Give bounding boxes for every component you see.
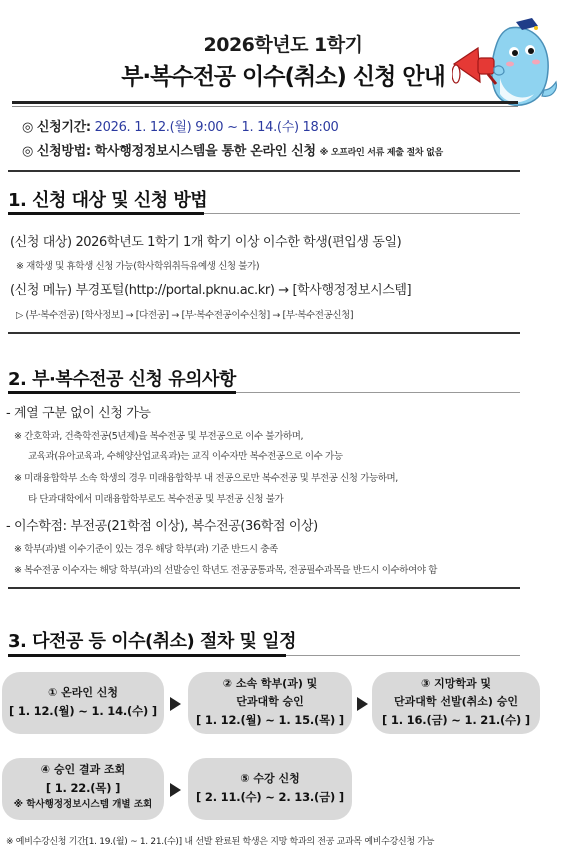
footer-note: ※ 예비수강신청 기간[1. 19.(월) ~ 1. 21.(수)] 내 선발 완료된 학생은 지망 학과의 전공 교과목 예비수강신청 가능: [6, 837, 435, 847]
method-bullet: ◎: [22, 144, 34, 159]
step-course-registration: [188, 758, 352, 820]
section2-item1-note4: 타 단과대학에서 미래융합학부로도 복수전공 및 부전공 신청 불가: [28, 494, 284, 505]
arrow-right-icon: [170, 783, 181, 797]
section1-target-note: ※ 재학생 및 휴학생 신청 가능(학사학위취득유예생 신청 불가): [16, 261, 260, 272]
step-5-date: [ 2. 11.(수) ~ 2. 13.(금) ]: [196, 790, 344, 804]
section1-divider: [8, 332, 520, 334]
step-3-date: [ 1. 16.(금) ~ 1. 21.(수) ]: [382, 713, 530, 727]
method-note: ※ 오프라인 서류 제출 절차 없음: [319, 148, 443, 158]
section2-item2-note2: ※ 복수전공 이수자는 해당 학부(과)의 선발승인 학년도 전공공통과목, 전공필수과목을 반드시 이수하여야 함: [14, 565, 438, 576]
arrow-right-icon: [357, 697, 368, 711]
arrow-right-icon: [170, 697, 181, 711]
step-1-date: [ 1. 12.(월) ~ 1. 14.(수) ]: [9, 704, 157, 718]
section1-title: 1. 신청 대상 및 신청 방법: [8, 190, 208, 211]
section1-target: (신청 대상) 2026학년도 1학기 1개 학기 이상 이수한 학생(편입생 동일): [10, 235, 402, 250]
title-divider: [12, 101, 518, 104]
step-4-date: [ 1. 22.(목) ]: [45, 781, 121, 795]
info-divider: [8, 170, 520, 172]
section2-item1: - 계열 구분 없이 신청 가능: [6, 406, 151, 421]
section2-divider: [8, 587, 520, 589]
step-3-title: ③ 지망학과 및: [420, 677, 492, 690]
section3-rule: [286, 655, 520, 656]
step-5-title: ⑤ 수강 신청: [240, 772, 300, 785]
page-title: 부·복수전공 이수(취소) 신청 안내: [121, 64, 445, 90]
step-4-note: ※ 학사행정정보시스템 개별 조회: [13, 799, 153, 810]
method-label: 신청방법:: [36, 144, 91, 159]
step-1-title: ① 온라인 신청: [47, 686, 119, 699]
section2-item1-note2: 교육과(유아교육과, 수해양산업교육과)는 교직 이수자만 복수전공으로 이수 가능: [28, 451, 343, 462]
section2-item1-note1: ※ 간호학과, 건축학전공(5년제)을 복수전공 및 부전공으로 이수 불가하며,: [14, 431, 304, 442]
application-method: [22, 140, 443, 159]
year-term-title: 2026학년도 1학기: [203, 34, 363, 56]
step-2-title: ② 소속 학부(과) 및: [222, 677, 318, 690]
section1-rule: [204, 213, 520, 214]
section1-menu-path: ▷ (부·복수전공) [학사정보] → [다전공] → [부·복수전공이수신청] → [부·복수전공신청]: [16, 310, 354, 321]
section2-title: 2. 부·복수전공 신청 유의사항: [8, 369, 236, 390]
step-result-inquiry: [2, 758, 164, 820]
section2-item1-note3: ※ 미래융합학부 소속 학생의 경우 미래융합학부 내 전공으로만 복수전공 및 부전공 신청 가능하며,: [14, 473, 398, 484]
step-3-title2: 단과대학 선발(취소) 승인: [394, 695, 518, 708]
section2-title-underline: [8, 391, 236, 394]
section1-title-underline: [8, 212, 204, 215]
step-department-approval: [188, 672, 352, 734]
section3-title: 3. 다전공 등 이수(취소) 절차 및 일정: [8, 631, 296, 652]
method-value: 학사행정정보시스템을 통한 온라인 신청: [94, 144, 316, 159]
section2-item2: - 이수학점: 부전공(21학점 이상), 복수전공(36학점 이상): [6, 519, 318, 534]
step-2-date: [ 1. 12.(월) ~ 1. 15.(목) ]: [196, 713, 344, 727]
section2-item2-note1: ※ 학부(과)별 이수기준이 있는 경우 해당 학부(과) 기준 반드시 충족: [14, 544, 278, 555]
section1-menu: (신청 메뉴) 부경포털(http://portal.pknu.ac.kr) → [학사행정정보시스템]: [10, 283, 412, 298]
section2-rule: [236, 392, 520, 393]
application-period: [22, 116, 339, 135]
period-label: 신청기간:: [36, 120, 91, 135]
step-selection-approval: [372, 672, 540, 734]
period-value: 2026. 1. 12.(월) 9:00 ~ 1. 14.(수) 18:00: [94, 120, 339, 135]
period-bullet: ◎: [22, 120, 34, 135]
title-divider-thin: [12, 106, 518, 107]
step-2-title2: 단과대학 승인: [236, 695, 304, 708]
section3-title-underline: [8, 654, 286, 657]
step-4-title: ④ 승인 결과 조회: [40, 763, 126, 776]
step-online-application: [2, 672, 164, 734]
